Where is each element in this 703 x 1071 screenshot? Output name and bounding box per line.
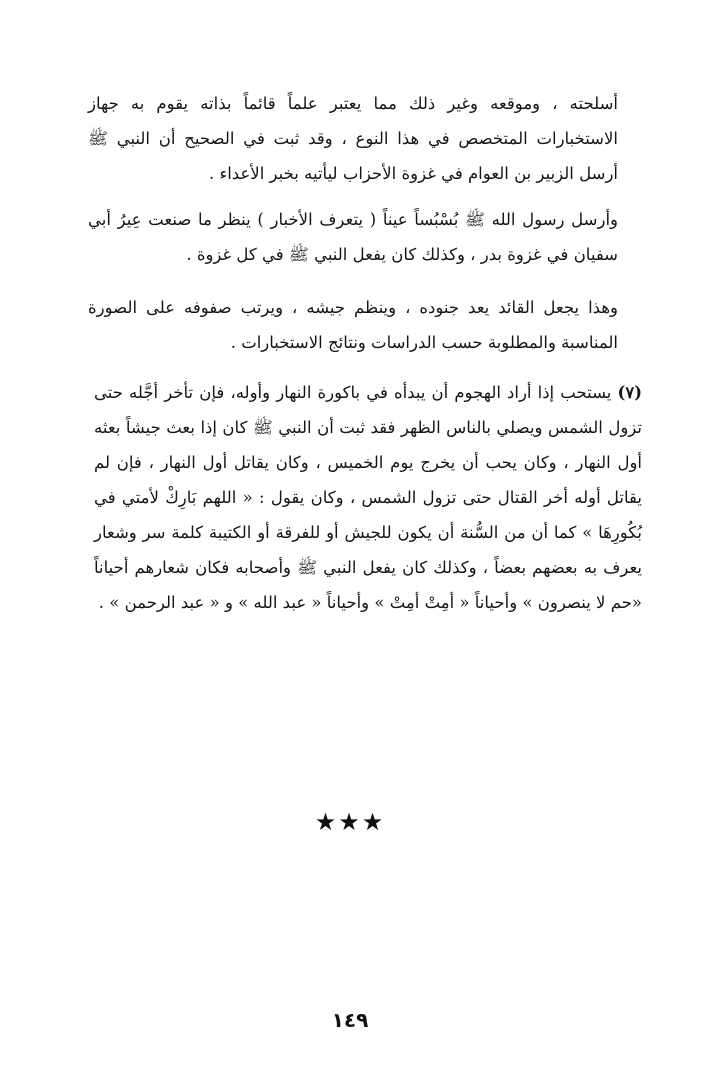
item-number: (٧) — [617, 383, 642, 402]
section-separator-stars: ★★★ — [314, 808, 386, 836]
page-number: ١٤٩ — [331, 1008, 369, 1032]
paragraph-spy: وأرسل رسول الله ﷺ بُسْبُساً عيناً ( يتعرف الأخبار ) ينظر ما صنعت عِيرُ أبي سفيان في غزوة بدر ، وكذلك كان يفعل النبي ﷺ في كل غزوة . — [88, 210, 618, 264]
paragraph-intelligence: أسلحته ، وموقعه وغير ذلك مما يعتبر علماً قائماً بذاته يقوم به جهاز الاستخبارات المتخصص في هذا النوع ، وقد ثبت في الصحيح أن النبي ﷺ أرسل الزبير بن العوام في غزوة الأحزاب ليأتيه بخبر الأعداء . — [88, 94, 618, 183]
paragraph-leader: وهذا يجعل القائد يعد جنوده ، وينظم جيشه ، ويرتب صفوفه على الصورة المناسبة والمطلوبة حسب الدراسات ونتائج الاستخبارات . — [88, 298, 618, 352]
numbered-item-7 — [94, 375, 642, 620]
item-text: يستحب إذا أراد الهجوم أن يبدأه في باكورة النهار وأوله، فإن تأخر أجَّله حتى تزول الشمس ويصلي بالناس الظهر فقد ثبت أن النبي ﷺ كان إذا بعث جيشاً بعثه أول النهار ، وكان يحب أن يخرج يوم الخميس ، وكان يقاتل أول النهار ، فإن لم يقاتل أوله أخر القتال حتى تزول الشمس ، وكان يقول : « اللهم بَارِكْ لأمتي في بُكُورِهَا » كما أن من السُّنة أن يكون للجيش أو للفرقة أو الكتيبة كلمة سر وشعار يعرف به بعضهم بعضاً ، وكذلك كان يفعل النبي ﷺ وأصحابه فكان شعارهم أحياناً «حم لا ينصرون » وأحياناً « أمِتْ أمِتْ » وأحياناً « عبد الله » و « عبد الرحمن » . — [94, 383, 642, 612]
